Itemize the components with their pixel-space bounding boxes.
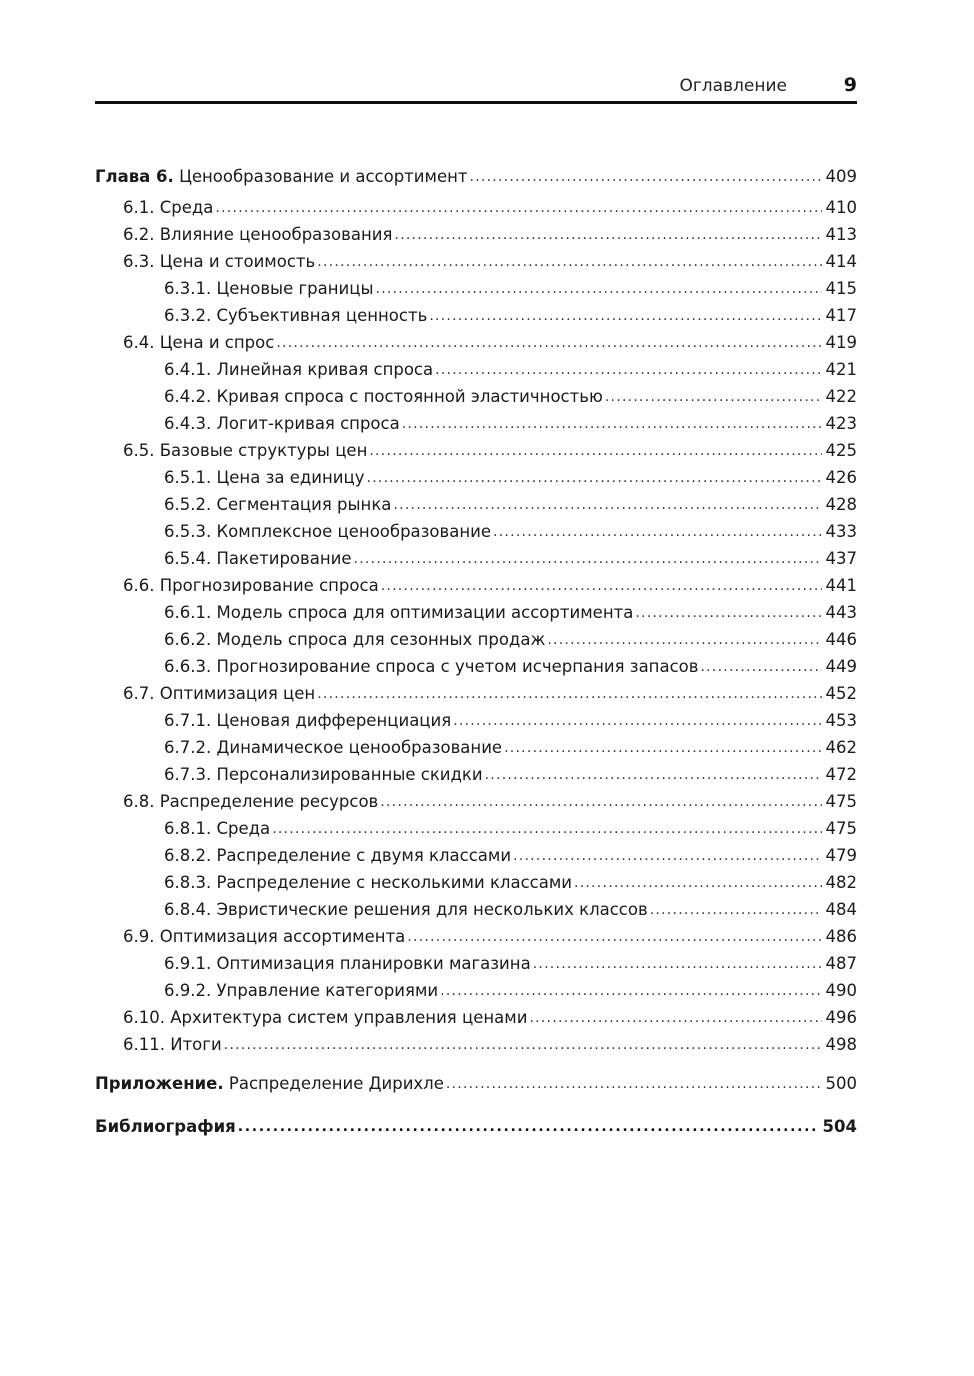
toc-entry-label: 6.6.3. Прогнозирование спроса с учетом исчерпания запасов	[164, 657, 699, 676]
table-of-contents	[95, 160, 857, 1137]
appendix-prefix: Приложение.	[95, 1074, 224, 1093]
toc-entry[interactable]	[95, 596, 857, 623]
toc-entry-label: 6.7. Оптимизация цен	[123, 684, 316, 703]
toc-entry-label: 6.6.2. Модель спроса для сезонных продаж	[164, 630, 546, 649]
toc-entry[interactable]	[95, 326, 857, 353]
toc-entry-label: 6.8.2. Распределение с двумя классами	[164, 846, 512, 865]
dot-leader	[317, 252, 821, 272]
dot-leader	[435, 360, 821, 380]
toc-entry-label: 6.4. Цена и спрос	[123, 333, 275, 352]
dot-leader	[380, 792, 821, 812]
toc-entry-label: 6.5. Базовые структуры цен	[123, 441, 368, 460]
toc-entry[interactable]	[95, 272, 857, 299]
dot-leader	[470, 167, 822, 187]
toc-entry-page: 410	[822, 198, 858, 218]
toc-entry-label: 6.8.1. Среда	[164, 819, 271, 838]
toc-entry-page: 443	[822, 603, 858, 623]
dot-leader	[402, 414, 822, 434]
toc-entry-page: 475	[822, 792, 858, 812]
toc-entry-page: 437	[822, 549, 858, 569]
toc-entry-label: 6.7.3. Персонализированные скидки	[164, 765, 483, 784]
appendix-title: Распределение Дирихле	[228, 1074, 444, 1093]
dot-leader	[354, 549, 822, 569]
dot-leader	[493, 522, 821, 542]
toc-entry[interactable]	[95, 461, 857, 488]
toc-entry-label: 6.6.1. Модель спроса для оптимизации ассортимента	[164, 603, 634, 622]
toc-entry[interactable]	[95, 947, 857, 974]
header-rule	[95, 101, 857, 104]
dot-leader	[381, 576, 822, 596]
chapter-page: 409	[822, 167, 858, 187]
toc-entry[interactable]	[95, 380, 857, 407]
toc-entry-label: 6.3.1. Ценовые границы	[164, 279, 374, 298]
toc-entry-label: 6.5.1. Цена за единицу	[164, 468, 365, 487]
toc-entry-label: 6.4.1. Линейная кривая спроса	[164, 360, 434, 379]
dot-leader	[574, 873, 822, 893]
dot-leader	[700, 657, 821, 677]
toc-entry-page: 441	[822, 576, 858, 596]
toc-entry[interactable]	[95, 515, 857, 542]
toc-entry[interactable]	[95, 299, 857, 326]
toc-entry-label: 6.5.3. Комплексное ценообразование	[164, 522, 492, 541]
toc-entry[interactable]	[95, 488, 857, 515]
toc-entry-label: 6.7.2. Динамическое ценообразование	[164, 738, 503, 757]
toc-entry[interactable]	[95, 731, 857, 758]
toc-entry-page: 428	[822, 495, 858, 515]
toc-entry-label: 6.4.2. Кривая спроса с постоянной эластичностью	[164, 387, 603, 406]
toc-appendix-entry[interactable]	[95, 1067, 857, 1094]
dot-leader	[533, 954, 822, 974]
chapter-prefix: Глава 6.	[95, 167, 174, 186]
toc-entry-label: 6.8.4. Эвристические решения для нескольких классов	[164, 900, 648, 919]
toc-entry-page: 487	[822, 954, 858, 974]
toc-entry[interactable]	[95, 866, 857, 893]
toc-entry[interactable]	[95, 704, 857, 731]
dot-leader	[605, 387, 822, 407]
toc-entry-label: 6.2. Влияние ценообразования	[123, 225, 393, 244]
dot-leader	[650, 900, 822, 920]
dot-leader	[276, 333, 821, 353]
toc-entry[interactable]	[95, 974, 857, 1001]
toc-entry-label: 6.5.4. Пакетирование	[164, 549, 352, 568]
toc-entry-page: 452	[822, 684, 858, 704]
dot-leader	[635, 603, 821, 623]
toc-entry-page: 479	[822, 846, 858, 866]
toc-entry-page: 446	[822, 630, 858, 650]
toc-entry-page: 419	[822, 333, 858, 353]
dot-leader	[547, 630, 821, 650]
toc-entry-label: 6.8.3. Распределение с несколькими классами	[164, 873, 572, 892]
dot-leader	[215, 198, 821, 218]
toc-entry[interactable]	[95, 542, 857, 569]
dot-leader	[238, 1117, 819, 1137]
toc-entry-page: 433	[822, 522, 858, 542]
toc-entry[interactable]	[95, 623, 857, 650]
toc-entry[interactable]	[95, 1001, 857, 1028]
toc-entry-page: 482	[822, 873, 858, 893]
toc-entry-label: 6.5.2. Сегментация рынка	[164, 495, 392, 514]
toc-entry[interactable]	[95, 839, 857, 866]
toc-entry-label: 6.9.1. Оптимизация планировки магазина	[164, 954, 531, 973]
toc-entry-page: 449	[822, 657, 858, 677]
appendix-page: 500	[822, 1074, 858, 1094]
toc-entry-page: 472	[822, 765, 858, 785]
toc-entry-label: 6.1. Среда	[123, 198, 214, 217]
toc-entry-page: 417	[822, 306, 858, 326]
dot-leader	[393, 495, 821, 515]
toc-entry-page: 415	[822, 279, 858, 299]
toc-entry-page: 462	[822, 738, 858, 758]
dot-leader	[317, 684, 821, 704]
dot-leader	[513, 846, 821, 866]
dot-leader	[446, 1074, 822, 1094]
chapter-title: Ценообразование и ассортимент	[179, 167, 468, 186]
toc-entry-page: 423	[822, 414, 858, 434]
toc-entry-page: 453	[822, 711, 858, 731]
toc-entry[interactable]	[95, 353, 857, 380]
toc-entry-page: 484	[822, 900, 858, 920]
running-header-title: Оглавление	[679, 76, 787, 96]
toc-entry[interactable]	[95, 650, 857, 677]
toc-entry[interactable]	[95, 812, 857, 839]
toc-entry[interactable]	[95, 569, 857, 596]
toc-entry-page: 486	[822, 927, 858, 947]
toc-entry-page: 496	[822, 1008, 858, 1028]
toc-entry[interactable]	[95, 677, 857, 704]
dot-leader	[529, 1008, 821, 1028]
toc-entry[interactable]	[95, 218, 857, 245]
dot-leader	[394, 225, 821, 245]
toc-entry-page: 414	[822, 252, 858, 272]
dot-leader	[369, 441, 821, 461]
toc-entry-label: 6.3. Цена и стоимость	[123, 252, 316, 271]
toc-entry[interactable]	[95, 893, 857, 920]
toc-entry-label: 6.3.2. Субъективная ценность	[164, 306, 428, 325]
bibliography-title: Библиография	[95, 1117, 236, 1136]
dot-leader	[429, 306, 821, 326]
toc-entry-page: 422	[822, 387, 858, 407]
toc-bibliography-entry[interactable]	[95, 1110, 857, 1137]
toc-entry[interactable]	[95, 245, 857, 272]
dot-leader	[224, 1035, 822, 1055]
dot-leader	[367, 468, 822, 488]
toc-entry-page: 426	[822, 468, 858, 488]
running-header	[95, 74, 857, 100]
toc-entry-page: 421	[822, 360, 858, 380]
toc-entry[interactable]	[95, 1028, 857, 1055]
toc-entry-page: 490	[822, 981, 858, 1001]
dot-leader	[485, 765, 822, 785]
toc-entry[interactable]	[95, 434, 857, 461]
toc-entry-label: 6.9.2. Управление категориями	[164, 981, 439, 1000]
page-number: 9	[843, 74, 857, 96]
dot-leader	[453, 711, 821, 731]
toc-entry[interactable]	[95, 785, 857, 812]
toc-entry-label: 6.9. Оптимизация ассортимента	[123, 927, 406, 946]
toc-entry-label: 6.10. Архитектура систем управления ценами	[123, 1008, 528, 1027]
toc-entry-page: 475	[822, 819, 858, 839]
toc-entry-label: 6.6. Прогнозирование спроса	[123, 576, 379, 595]
toc-entries	[95, 191, 857, 1055]
dot-leader	[504, 738, 821, 758]
toc-entry[interactable]	[95, 920, 857, 947]
toc-entry-page: 425	[822, 441, 858, 461]
toc-entry-label: 6.8. Распределение ресурсов	[123, 792, 379, 811]
toc-entry-label: 6.7.1. Ценовая дифференциация	[164, 711, 452, 730]
dot-leader	[407, 927, 821, 947]
toc-entry[interactable]	[95, 191, 857, 218]
toc-entry[interactable]	[95, 407, 857, 434]
toc-entry-page: 413	[822, 225, 858, 245]
toc-entry-label: 6.11. Итоги	[123, 1035, 222, 1054]
toc-chapter-entry[interactable]	[95, 160, 857, 187]
dot-leader	[272, 819, 821, 839]
toc-entry[interactable]	[95, 758, 857, 785]
dot-leader	[376, 279, 822, 299]
dot-leader	[440, 981, 821, 1001]
bibliography-page: 504	[819, 1117, 857, 1137]
toc-entry-page: 498	[822, 1035, 858, 1055]
toc-entry-label: 6.4.3. Логит-кривая спроса	[164, 414, 400, 433]
